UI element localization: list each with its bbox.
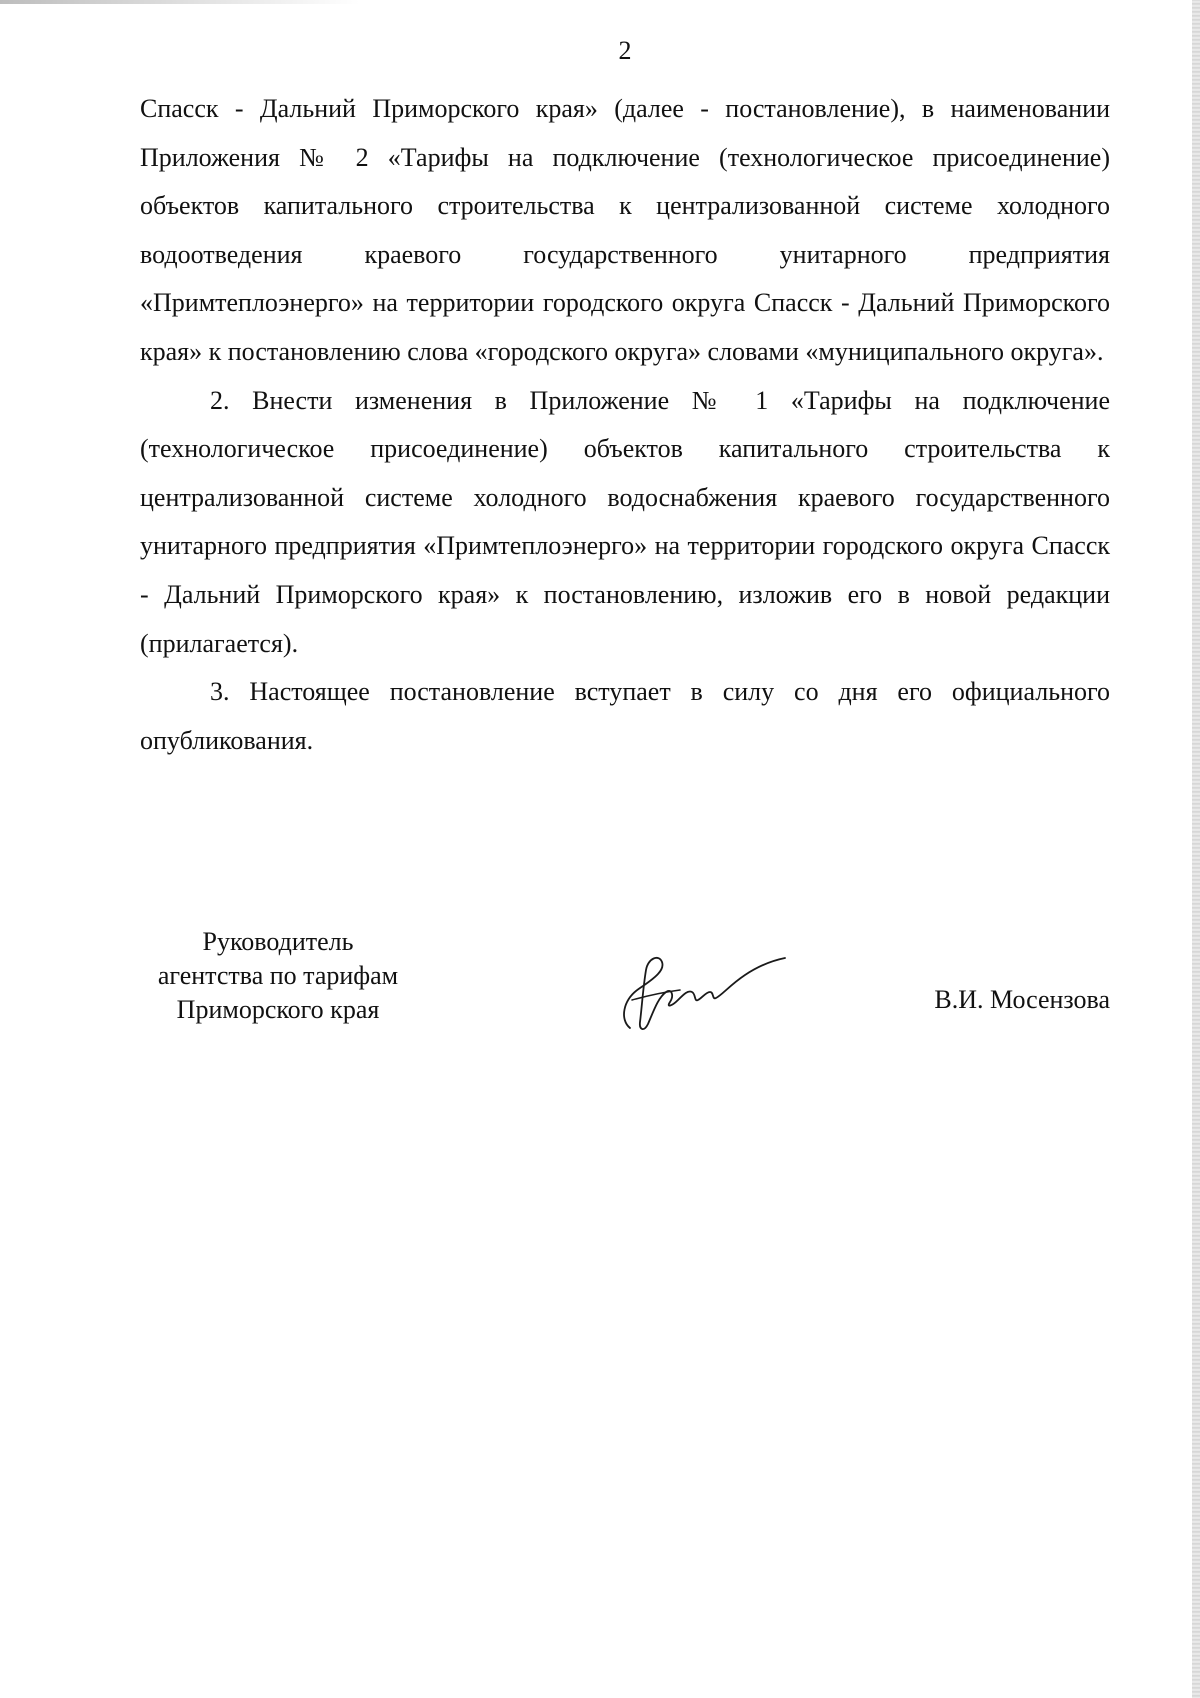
handwritten-signature [610, 940, 790, 1040]
scan-edge-top [0, 0, 400, 4]
paragraph-item-2: 2. Внести изменения в Приложение № 1 «Тарифы на подключение (технологическое присоединение) объектов капитального строительства к централизованной системе холодного водоснабжения краевого государственного унитарного предприятия «Примтеплоэнерго» на территории городского округа Спасск - Дальний Приморского края» к постановлению, изложив его в новой редакции (прилагается). [140, 385, 1110, 658]
scan-edge-right [1192, 0, 1200, 1698]
signatory-position-line: Руководитель [202, 927, 354, 956]
paragraph-item-3: 3. Настоящее постановление вступает в силу со дня его официального опубликования. [140, 677, 1110, 755]
document-body [140, 85, 1110, 765]
page-number: 2 [618, 36, 632, 65]
paragraph-continuation: Спасск - Дальний Приморского края» (далее - постановление), в наименовании Приложения № 2 «Тарифы на подключение (технологическое присоединение) объектов капитального строительства к централизованной системе холодного водоотведения краевого государственного унитарного предприятия «Примтеплоэнерго» на территории городского округа Спасск - Дальний Приморского края» к постановлению слова «городского округа» словами «муниципального округа». [140, 94, 1110, 366]
signatory-position-line: Приморского края [176, 995, 380, 1024]
signatory-position-line: агентства по тарифам [157, 961, 399, 990]
signatory-position [118, 925, 438, 1027]
signatory-name: В.И. Мосензова [934, 985, 1110, 1014]
